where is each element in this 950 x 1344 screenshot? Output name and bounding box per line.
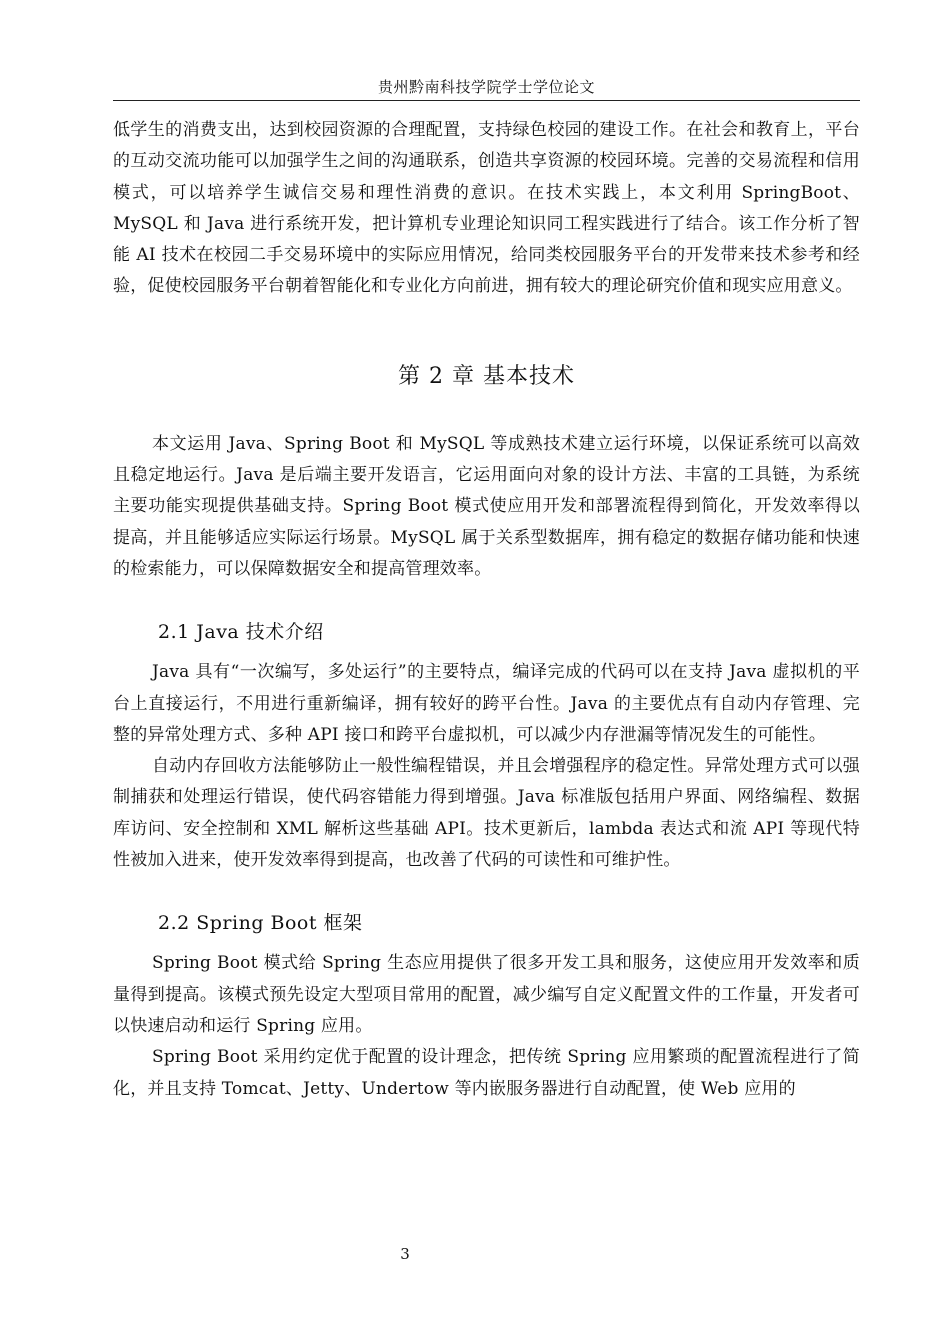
running-header: 贵州黔南科技学院学士学位论文	[377, 78, 595, 96]
java-paragraph-2: 自动内存回收方法能够防止一般性编程错误，并且会增强程序的稳定性。异常处理方式可以强制捕获和处理运行错误，使代码容错能力得到增强。Java 标准版包括用户界面、网络编程、数据库访问、安全控制和 XML 解析这些基础 API。技术更新后，lambda 表达式和流 API 等现代特性被加入进来，使开发效率得到提高，也改善了代码的可读性和可维护性。	[113, 756, 860, 871]
chapter-intro-paragraph: 本文运用 Java、Spring Boot 和 MySQL 等成熟技术建立运行环境，以保证系统可以高效且稳定地运行。Java 是后端主要开发语言，它运用面向对象的设计方法、丰富的工具链，为系统主要功能实现提供基础支持。Spring Boot 模式使应用开发和部署流程得到简化，开发效率得以提高，并且能够适应实际运行场景。MySQL 属于关系型数据库，拥有稳定的数据存储功能和快速的检索能力，可以保障数据安全和提高管理效率。	[113, 433, 860, 579]
spacer	[113, 585, 860, 618]
spacer	[113, 303, 860, 362]
page-number: 3	[400, 1245, 410, 1263]
section-title-java: 2.1 Java 技术介绍	[158, 621, 324, 644]
chapter-title: 第 2 章 基本技术	[398, 363, 575, 389]
spacer	[113, 876, 860, 909]
java-paragraph-1: Java 具有“一次编写，多处运行”的主要特点，编译完成的代码可以在支持 Java 虚拟机的平台上直接运行，不用进行重新编译，拥有较好的跨平台性。Java 的主要优点有自动内存管理、完整的异常处理方式、多种 API 接口和跨平台虚拟机，可以减少内存泄漏等情况发生的可能性。	[113, 662, 860, 745]
spring-boot-paragraph-2: Spring Boot 采用约定优于配置的设计理念，把传统 Spring 应用繁琐的配置流程进行了简化，并且支持 Tomcat、Jetty、Undertow 等内嵌服务器进行自动配置，使 Web 应用的	[113, 1047, 860, 1099]
section-title-spring-boot: 2.2 Spring Boot 框架	[158, 912, 363, 935]
spring-boot-paragraph-1: Spring Boot 模式给 Spring 生态应用提供了很多开发工具和服务，这使应用开发效率和质量得到提高。该模式预先设定大型项目常用的配置，减少编写自定义配置文件的工作量，开发者可以快速启动和运行 Spring 应用。	[113, 953, 860, 1036]
page-content	[113, 115, 860, 1105]
spacer	[113, 392, 860, 429]
spacer	[113, 937, 860, 948]
continuation-paragraph: 低学生的消费支出，达到校园资源的合理配置，支持绿色校园的建设工作。在社会和教育上，平台的互动交流功能可以加强学生之间的沟通联系，创造共享资源的校园环境。完善的交易流程和信用模式，可以培养学生诚信交易和理性消费的意识。在技术实践上，本文利用 SpringBoot、MySQL 和 Java 进行系统开发，把计算机专业理论知识同工程实践进行了结合。该工作分析了智能 AI 技术在校园二手交易环境中的实际应用情况，给同类校园服务平台的开发带来技术参考和经验，促使校园服务平台朝着智能化和专业化方向前进，拥有较大的理论研究价值和现实应用意义。	[113, 120, 860, 297]
spacer	[113, 646, 860, 657]
header-rule	[113, 100, 860, 101]
